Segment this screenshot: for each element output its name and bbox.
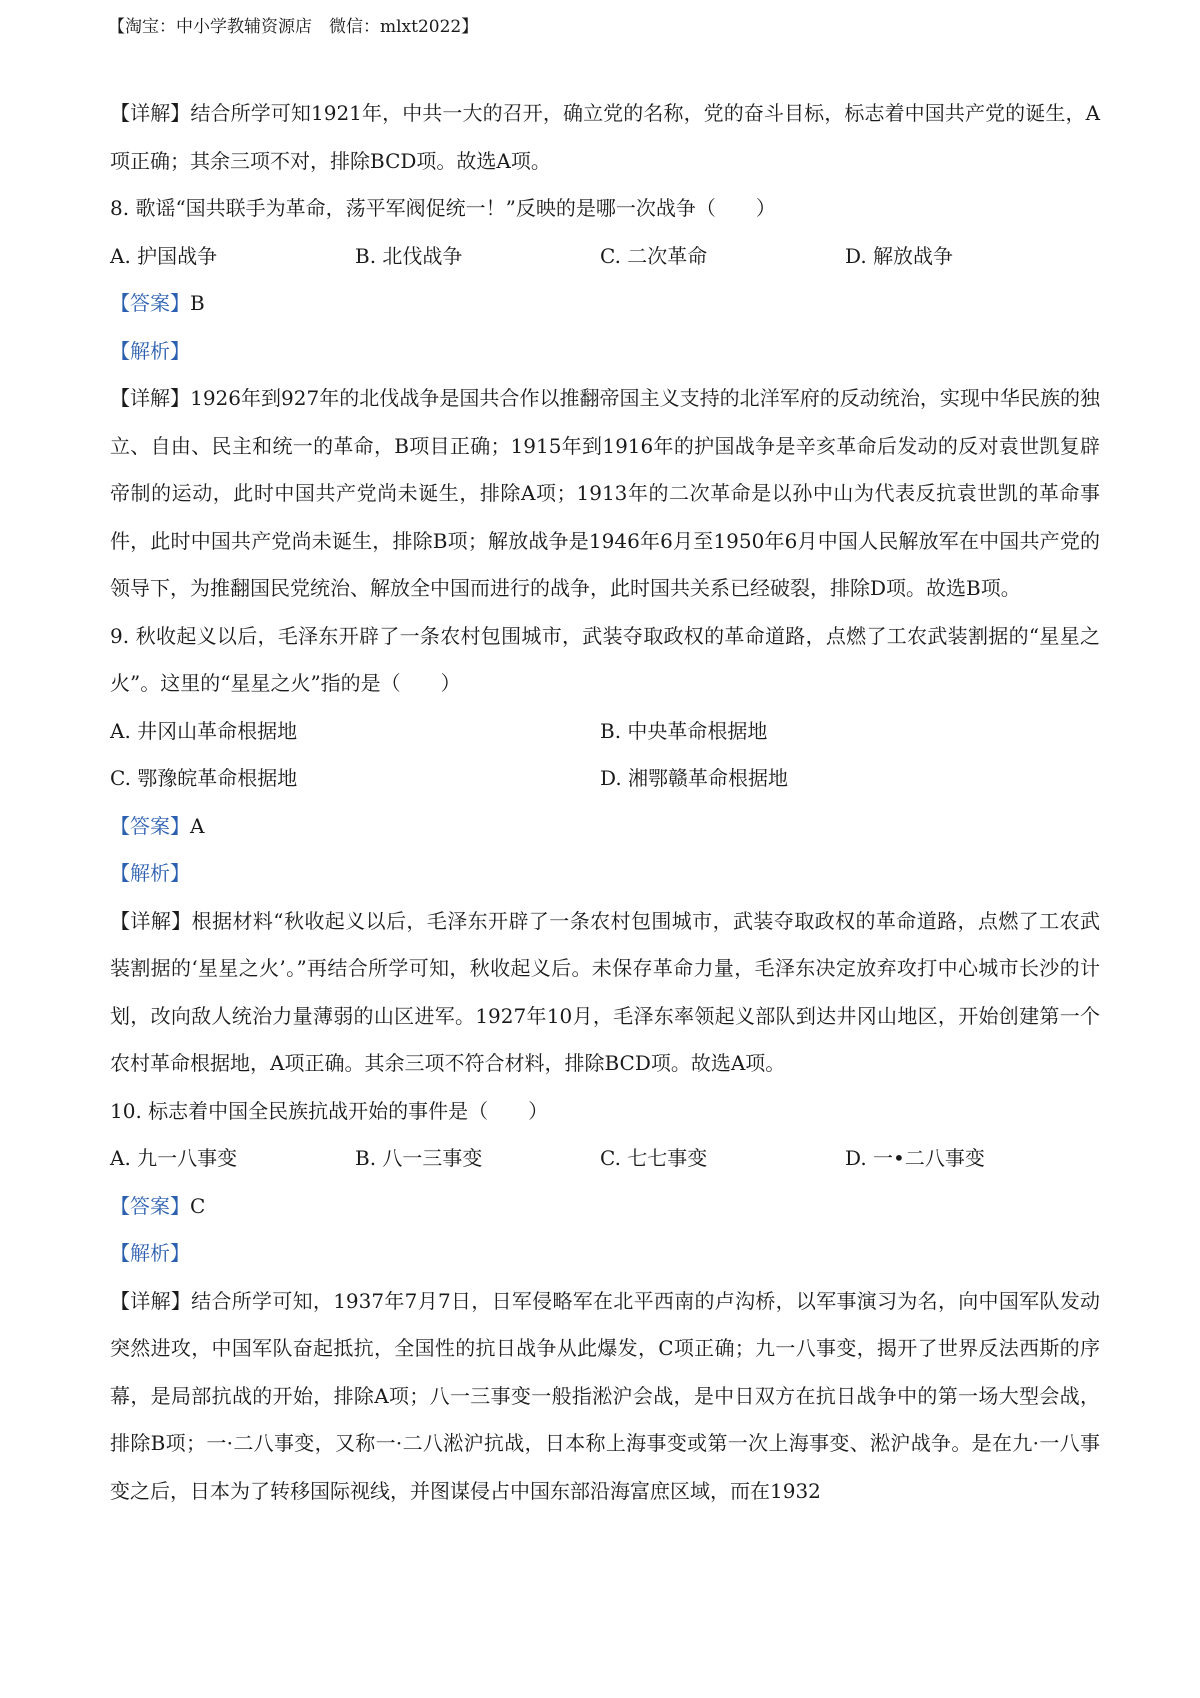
q9-option-c: C. 鄂豫皖革命根据地 [110,766,298,790]
q9-answer [110,803,1100,851]
q9-options-row-2 [110,755,1100,803]
q10-detail [110,1278,1100,1516]
q8-answer [110,280,1100,328]
q8-options [110,233,1100,281]
q8-detail [110,375,1100,613]
q8-option-b: B. 北伐战争 [355,243,463,268]
analysis-label: 【解析】 [110,1241,190,1265]
q8-analysis [110,328,1100,376]
q10-option-d: D. 一•二八事变 [845,1146,985,1170]
q8-option-a: A. 护国战争 [110,243,218,268]
header-note: 【淘宝：中小学教辅资源店 微信：mlxt2022】 [108,17,479,37]
q9-option-b: B. 中央革命根据地 [600,718,768,743]
q10-options [110,1135,1100,1183]
q9-analysis [110,850,1100,898]
analysis-label: 【解析】 [110,338,190,363]
analysis-label: 【解析】 [110,861,190,885]
q9-options-row-1 [110,708,1100,756]
q7-detail-text: 结合所学可知1921年，中共一大的召开，确立党的名称，党的奋斗目标，标志着中国共产党的诞生，A项正确；其余三项不对，排除BCD项。故选A项。 [110,101,1101,173]
detail-label: 【详解】 [110,1288,192,1313]
detail-label: 【详解】 [110,386,191,410]
q7-detail [110,90,1100,185]
q8-answer-value: B [190,291,205,315]
q10-detail-text: 结合所学可知，1937年7月7日，日军侵略军在北平西南的卢沟桥，以军事演习为名，向中国军队发动突然进攻，中国军队奋起抵抗，全国性的抗日战争从此爆发，C项正确；九一八事变，揭开了世界反法西斯的序幕，是局部抗战的开始，排除A项；八一三事变一般指淞沪会战，是中日双方在抗日战争中的第一场大型会战，排除B项；一·二八事变，又称一·二八淞沪抗战，日本称上海事变或第一次上海事变、淞沪战争。是在九·一八事变之后，日本为了转移国际视线，并图谋侵占中国东部沿海富庶区域，而在1932 [110,1288,1100,1503]
q8-stem: 8. 歌谣“国共联手为革命，荡平军阀促统一！”反映的是哪一次战争（ ） [110,196,776,220]
q9-detail-text: 根据材料“秋收起义以后，毛泽东开辟了一条农村包围城市，武装夺取政权的革命道路，点燃了工农武装割据的‘星星之火’。”再结合所学可知，秋收起义后。未保存革命力量，毛泽东决定放弃攻打中心城市长沙的计划，改向敌人统治力量薄弱的山区进军。1927年10月，毛泽东率领起义部队到达井冈山地区，开始创建第一个农村革命根据地，A项正确。其余三项不符合材料，排除BCD项。故选A项。 [110,908,1100,1075]
q10-option-b: B. 八一三事变 [355,1146,483,1170]
q10-analysis [110,1230,1100,1278]
q9-stem: 9. 秋收起义以后，毛泽东开辟了一条农村包围城市，武装夺取政权的革命道路，点燃了工农武装割据的“星星之火”。这里的“星星之火”指的是（ ） [110,623,1100,695]
document-body [110,90,1100,1515]
q10-answer [110,1183,1100,1231]
q10-option-c: C. 七七事变 [600,1146,708,1170]
q10-stem: 10. 标志着中国全民族抗战开始的事件是（ ） [110,1098,549,1123]
q8-detail-text: 1926年到927年的北伐战争是国共合作以推翻帝国主义支持的北洋军府的反动统治，实现中华民族的独立、自由、民主和统一的革命，B项目正确；1915年到1916年的护国战争是辛亥革命后发动的反对袁世凯复辟帝制的运动，此时中国共产党尚未诞生，排除A项；1913年的二次革命是以孙中山为代表反抗袁世凯的革命事件，此时中国共产党尚未诞生，排除B项；解放战争是1946年6月至1950年6月中国人民解放军在中国共产党的领导下，为推翻国民党统治、解放全中国而进行的战争，此时国共关系已经破裂，排除D项。故选B项。 [110,386,1101,600]
q8-option-c: C. 二次革命 [600,243,708,268]
q9-answer-value: A [190,813,205,838]
answer-label: 【答案】 [110,813,190,838]
detail-label: 【详解】 [110,101,191,125]
q8-option-d: D. 解放战争 [845,243,954,268]
q9-option-a: A. 井冈山革命根据地 [110,718,298,743]
answer-label: 【答案】 [110,291,190,315]
detail-label: 【详解】 [110,908,192,933]
q9-option-d: D. 湘鄂赣革命根据地 [600,766,789,790]
q10-answer-value: C [190,1193,206,1218]
q9-detail [110,898,1100,1088]
answer-label: 【答案】 [110,1193,190,1218]
q10-option-a: A. 九一八事变 [110,1146,238,1170]
